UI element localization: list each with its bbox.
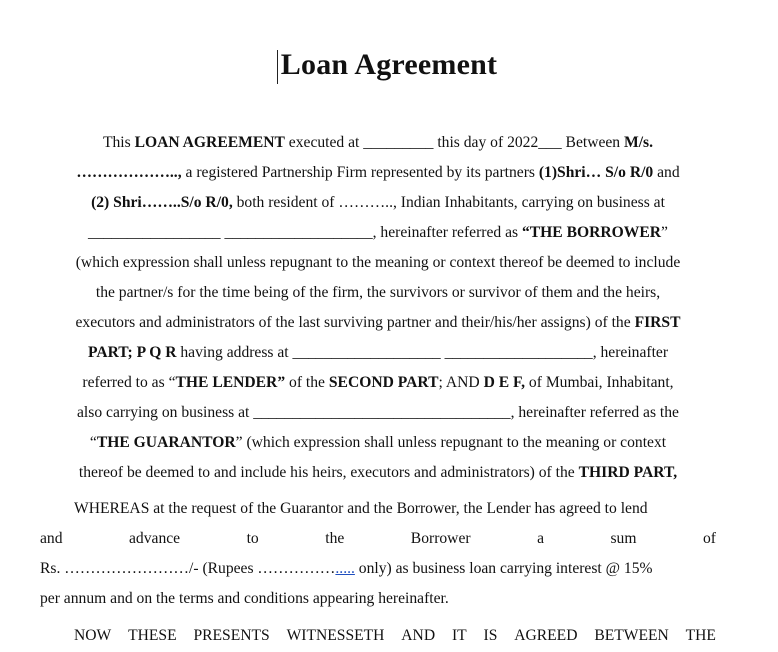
word: IT bbox=[451, 627, 467, 644]
paragraph-line bbox=[40, 343, 716, 363]
paragraph-line bbox=[40, 403, 716, 423]
word: a bbox=[537, 530, 544, 547]
text-run: the partner/s for the time being of the firm, the survivors or survivor of them and the heirs, bbox=[95, 284, 661, 301]
bold-text: THIRD PART, bbox=[578, 464, 678, 481]
bold-text: M/s. bbox=[624, 134, 654, 151]
whereas-line-4: per annum and on the terms and conditions appearing hereinafter. bbox=[40, 590, 449, 607]
word: advance bbox=[129, 530, 181, 547]
word: sum bbox=[610, 530, 637, 547]
witnesseth-line bbox=[74, 626, 716, 646]
text-run: of the bbox=[285, 374, 329, 391]
bold-text: THE LENDER” bbox=[175, 374, 286, 391]
text-run: “ bbox=[89, 434, 97, 451]
text-run: This bbox=[102, 134, 135, 151]
text-run: ” bbox=[661, 224, 668, 241]
bold-text: ……………….., bbox=[76, 164, 182, 181]
paragraph-line bbox=[40, 373, 716, 393]
word: to bbox=[246, 530, 259, 547]
bold-text: THE GUARANTOR bbox=[96, 434, 236, 451]
word: and bbox=[40, 530, 63, 547]
text-run: also carrying on business at _________________________________, hereinafter referred as the bbox=[77, 404, 679, 421]
bold-text: FIRST bbox=[634, 314, 681, 331]
paragraph-line bbox=[40, 313, 716, 333]
word: of bbox=[702, 530, 716, 547]
word: IS bbox=[483, 627, 498, 644]
whereas-line-3 bbox=[40, 559, 716, 579]
text-run: executed at _________ this day of 2022___ Between bbox=[284, 134, 624, 151]
bold-text: (2) Shri……..S/o R/0, bbox=[91, 194, 233, 211]
text-run: (which expression shall unless repugnant to the meaning or context thereof be deemed to include bbox=[75, 254, 681, 271]
text-run: and bbox=[653, 164, 680, 181]
whereas-line-2 bbox=[40, 529, 716, 549]
whereas-amount-end: only) as business loan carrying interest @ 15% bbox=[354, 560, 653, 577]
text-run: having address at ___________________ ___________________, hereinafter bbox=[176, 344, 669, 361]
bold-text: SECOND PART bbox=[328, 374, 439, 391]
word: Borrower bbox=[410, 530, 471, 547]
paragraph-line bbox=[40, 223, 716, 243]
text-run: a registered Partnership Firm represented by its partners bbox=[181, 164, 539, 181]
bold-text: D E F, bbox=[483, 374, 526, 391]
whereas-line-1: WHEREAS at the request of the Guarantor and the Borrower, the Lender has agreed to lend bbox=[74, 500, 648, 517]
text-run: ; AND bbox=[438, 374, 484, 391]
text-run: _________________ ___________________, hereinafter referred as bbox=[88, 224, 522, 241]
word: THE bbox=[685, 627, 716, 644]
bold-text: “THE BORROWER bbox=[521, 224, 662, 241]
text-run: thereof be deemed to and include his heirs, executors and administrators) of the bbox=[78, 464, 579, 481]
paragraph-line bbox=[40, 433, 716, 453]
text-run: referred to as “ bbox=[82, 374, 176, 391]
word: PRESENTS bbox=[193, 627, 270, 644]
word: AGREED bbox=[514, 627, 578, 644]
whereas-amount-link[interactable]: ..... bbox=[335, 560, 355, 577]
bold-text: PART; P Q R bbox=[87, 344, 177, 361]
paragraph-line bbox=[40, 193, 716, 213]
text-run: executors and administrators of the last surviving partner and their/his/her assigns) of the bbox=[75, 314, 635, 331]
word: NOW bbox=[74, 627, 112, 644]
document-title: Loan Agreement bbox=[280, 48, 498, 81]
word: BETWEEN bbox=[594, 627, 669, 644]
paragraph-line bbox=[40, 133, 716, 153]
paragraph-line bbox=[40, 163, 716, 183]
text-run: ” (which expression shall unless repugnant to the meaning or context bbox=[235, 434, 667, 451]
bold-text: LOAN AGREEMENT bbox=[134, 134, 285, 151]
word: THESE bbox=[128, 627, 177, 644]
word: the bbox=[325, 530, 345, 547]
word: AND bbox=[401, 627, 436, 644]
text-run: both resident of ……….., Indian Inhabitants, carrying on business at bbox=[232, 194, 665, 211]
whereas-amount-start: Rs. ……………………/- (Rupees …………… bbox=[40, 560, 336, 577]
paragraph-line bbox=[40, 463, 716, 483]
text-run: of Mumbai, Inhabitant, bbox=[525, 374, 674, 391]
paragraph-line bbox=[40, 253, 716, 273]
paragraph-line bbox=[40, 283, 716, 303]
bold-text: (1)Shri… S/o R/0 bbox=[538, 164, 654, 181]
word: WITNESSETH bbox=[286, 627, 385, 644]
